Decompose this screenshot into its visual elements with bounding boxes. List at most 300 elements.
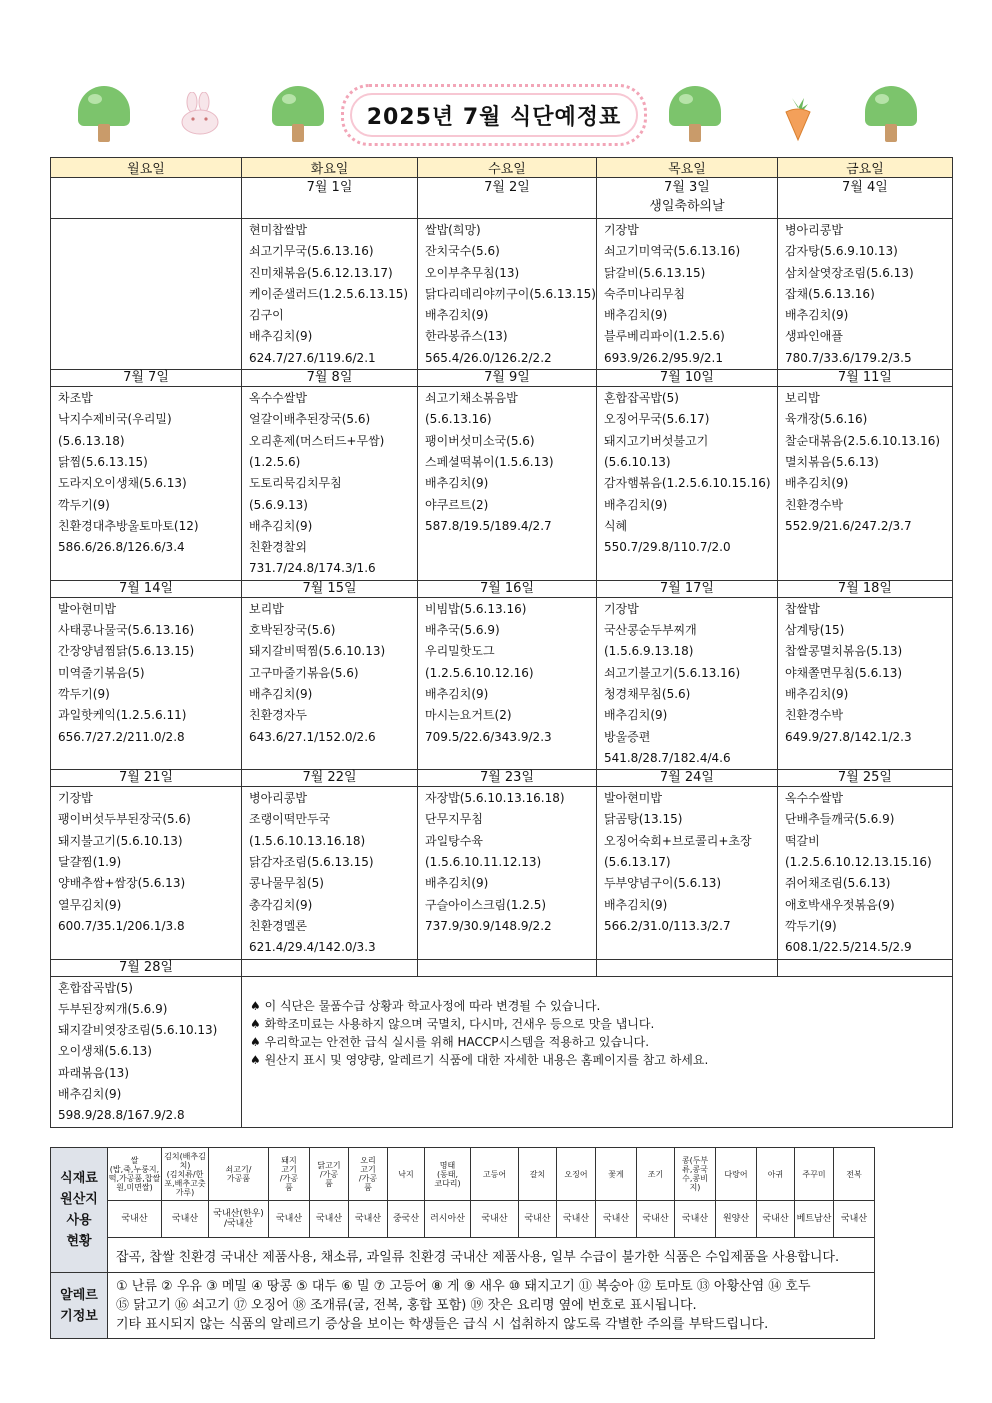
ingredient-cell: [596, 1148, 637, 1201]
ingredient-cell: [716, 1148, 757, 1201]
page-title: 2025년 7월 식단예정표: [350, 93, 638, 137]
empty-cell: [777, 959, 952, 976]
menu-item: 737.9/30.9/148.9/2.2: [425, 918, 552, 933]
origin-label: [51, 1148, 108, 1273]
menu-item: 스페셜떡볶이(1.5.6.13): [425, 454, 554, 469]
date-label: 7월 23일: [479, 770, 534, 786]
menu-item: 566.2/31.0/113.3/2.7: [603, 918, 731, 933]
menu-item: 우리밀핫도그: [425, 644, 495, 659]
date-cell: [51, 178, 242, 219]
menu-list: [778, 598, 952, 748]
origin-cell: [108, 1201, 162, 1238]
date-label: 7월 22일: [302, 770, 357, 786]
menu-list: [778, 387, 952, 537]
ingredient-text: 지): [689, 1183, 701, 1192]
info-table: [50, 1147, 875, 1339]
allergy-label-line: 알레르: [60, 1287, 98, 1303]
ingredient-text: (밥,죽,누룽지,떡,가공품,찹쌀원,미면쌀): [108, 1165, 161, 1192]
date-cell: [596, 770, 777, 787]
menu-item: 차조밥: [58, 391, 93, 406]
ingredient-cell: [834, 1148, 875, 1201]
menu-item: (1.5.6.9.13.18): [603, 644, 694, 659]
notice-item: ♠ 이 식단은 물품수급 상황과 학교사정에 따라 변경될 수 있습니다.: [250, 998, 601, 1013]
menu-item: (5.6.13.17): [603, 855, 671, 870]
menu-item: 배추김치(9): [249, 518, 313, 533]
origin-text: 국내산: [602, 1214, 630, 1224]
ingredient-cell: [162, 1148, 209, 1201]
date-row: [51, 370, 953, 387]
origin-cell: [675, 1201, 716, 1238]
origin-item-row: [51, 1148, 875, 1201]
menu-item: (1.5.6.10.11.12.13): [425, 855, 542, 870]
ingredient-text: /가공: [358, 1174, 378, 1183]
menu-row: [51, 597, 953, 769]
menu-item: 발아현미밥: [58, 601, 116, 616]
menu-item: 방울증편: [603, 729, 651, 744]
origin-cell: [757, 1201, 795, 1238]
origin-cell: [795, 1201, 834, 1238]
menu-item: 찹쌀밥: [784, 601, 820, 616]
menu-row: [51, 976, 953, 1127]
menu-item: 청경채무침(5.6): [603, 686, 691, 701]
menu-item: 돼지갈비떡찜(5.6.10.13): [249, 644, 386, 659]
menu-item: 식혜: [603, 518, 628, 533]
menu-item: 국산콩순두부찌개: [603, 623, 697, 638]
date-cell: [51, 959, 242, 976]
origin-cell: [716, 1201, 757, 1238]
ingredient-cell: [637, 1148, 675, 1201]
menu-item: 도토리묵김치무침: [249, 476, 342, 491]
ingredient-text: 코다리): [434, 1178, 461, 1188]
ingredient-cell: [757, 1148, 795, 1201]
date-cell: [418, 770, 597, 787]
menu-item: 잡채(5.6.13.16): [784, 286, 875, 301]
origin-text: 국내산: [171, 1214, 199, 1224]
origin-cell: [209, 1201, 269, 1238]
empty-cell: [596, 959, 777, 976]
ingredient-text: 조기: [647, 1169, 664, 1179]
menu-item: 쇠고기무국(5.6.13.16): [249, 244, 374, 259]
menu-list: [778, 219, 952, 369]
menu-item: 찹쌀콩멸치볶음(5.13): [784, 644, 903, 659]
date-label: 7월 11일: [837, 370, 892, 386]
date-row: [51, 178, 953, 219]
ingredient-text: 김치(배추김치): [164, 1151, 206, 1170]
date-label: 7월 9일: [484, 370, 530, 386]
ingredient-text: 가공품: [226, 1174, 251, 1183]
ingredient-cell: [209, 1148, 269, 1201]
origin-cell: [310, 1201, 349, 1238]
origin-label-line: 식재료: [60, 1171, 98, 1186]
origin-label-line: 원산지: [60, 1192, 98, 1207]
menu-item: 두부된장찌개(5.6.9): [58, 1001, 168, 1016]
menu-item: 693.9/26.2/95.9/2.1: [603, 350, 723, 365]
menu-item: 621.4/29.4/142.0/3.3: [249, 940, 376, 955]
allergy-line: ① 난류 ② 우유 ③ 메밀 ④ 땅콩 ⑤ 대두 ⑥ 밀 ⑦ 고등어 ⑧ 게 ⑨ 새우 ⑩ 돼지고기 ⑪ 복숭아 ⑫ 토마토 ⑬ 아황산염 ⑭ 호두: [116, 1279, 811, 1294]
menu-item: 565.4/26.0/126.2/2.2: [425, 350, 552, 365]
date-cell: [777, 370, 952, 387]
date-cell: [242, 370, 418, 387]
menu-item: 친환경수박: [784, 708, 843, 723]
ingredient-cell: [108, 1148, 162, 1201]
menu-item: 미역줄기볶음(5): [58, 665, 145, 680]
menu-list: [242, 219, 417, 369]
ingredient-text: 고기: [360, 1165, 376, 1174]
menu-list: [597, 598, 777, 769]
menu-item: 사태콩나물국(5.6.13.16): [58, 623, 195, 638]
ingredient-cell: [269, 1148, 310, 1201]
origin-text: 국내산: [762, 1214, 789, 1224]
date-cell: [51, 770, 242, 787]
menu-item: 과일탕수육: [425, 833, 483, 848]
menu-item: 깍두기(9): [58, 686, 110, 701]
menu-item: 찰순대볶음(2.5.6.10.13.16): [784, 433, 941, 448]
menu-item: 혼합잡곡밥(5): [58, 980, 133, 995]
origin-text: 국내산: [840, 1214, 868, 1224]
menu-cell: [418, 219, 597, 370]
menu-item: 731.7/24.8/174.3/1.6: [249, 561, 376, 576]
origin-cell: [519, 1201, 557, 1238]
origin-note-row: [51, 1238, 875, 1273]
menu-item: 팽이버섯미소국(5.6): [425, 433, 535, 448]
menu-item: 병아리콩밥: [249, 791, 307, 806]
menu-item: 두부양념구이(5.6.13): [603, 876, 722, 891]
allergy-line: ⑮ 닭고기 ⑯ 쇠고기 ⑰ 오징어 ⑱ 조개류(굴, 전복, 홍합 포함) ⑲ 잣은 요리명 옆에 번호로 표시됩니다.: [116, 1298, 697, 1313]
ingredient-text: 오징어: [564, 1169, 588, 1179]
menu-item: 떡갈비: [784, 833, 820, 848]
date-cell: [596, 178, 777, 219]
notice-item: ♠ 화학조미료는 사용하지 않으며 국멸치, 다시마, 건새우 등으로 맛을 냅니다.: [250, 1016, 655, 1031]
menu-item: 친환경찰외: [249, 540, 307, 555]
tree-icon: [78, 86, 130, 144]
menu-item: 624.7/27.6/119.6/2.1: [249, 350, 376, 365]
ingredient-text: 류,콩국: [682, 1165, 708, 1174]
menu-item: 643.6/27.1/152.0/2.6: [249, 729, 376, 744]
menu-cell: [596, 387, 777, 581]
menu-cell: [777, 219, 952, 370]
menu-item: 콩나물무침(5): [249, 876, 324, 891]
menu-cell: [51, 387, 242, 581]
date-label: 7월 17일: [659, 580, 714, 596]
menu-item: 쌀밥(희망): [425, 223, 481, 237]
menu-item: 감자햄볶음(1.2.5.6.10.15.16): [603, 476, 771, 491]
origin-cell: [162, 1201, 209, 1238]
ingredient-text: /가공: [319, 1169, 339, 1179]
menu-item: 조랭이떡만두국: [249, 812, 331, 827]
menu-item: 기장밥: [58, 791, 93, 806]
origin-text: 원양산: [722, 1214, 750, 1224]
menu-item: 배추김치(9): [425, 308, 489, 323]
menu-item: 돼지갈비엿장조림(5.6.10.13): [58, 1023, 218, 1038]
menu-item: 블루베리파이(1.2.5.6): [603, 329, 725, 344]
menu-cell: [418, 597, 597, 769]
menu-item: 780.7/33.6/179.2/3.5: [784, 350, 912, 365]
origin-cell: [349, 1201, 388, 1238]
menu-item: 단배추들깨국(5.6.9): [784, 812, 895, 827]
ingredient-cell: [471, 1148, 519, 1201]
origin-label-line: 사용: [66, 1213, 92, 1228]
origin-value-row: [51, 1201, 875, 1238]
menu-item: 587.8/19.5/189.4/2.7: [425, 518, 552, 533]
menu-item: 닭다리데리야끼구이(5.6.13.15): [425, 286, 596, 301]
menu-item: (5.6.9.13): [249, 497, 308, 512]
menu-item: 병아리콩밥: [784, 223, 843, 237]
menu-item: 비빔밥(5.6.13.16): [425, 601, 527, 616]
ingredient-text: /가공: [279, 1174, 299, 1183]
ingredient-cell: [349, 1148, 388, 1201]
tree-icon: [272, 86, 324, 144]
menu-item: 잔치국수(5.6): [425, 244, 500, 259]
date-label: 7월 28일: [118, 959, 174, 975]
weekday-header: 금요일: [777, 158, 952, 178]
menu-item: 600.7/35.1/206.1/3.8: [58, 918, 185, 933]
menu-item: 배추국(5.6.9): [425, 623, 500, 638]
menu-item: 닭찜(5.6.13.15): [58, 454, 148, 469]
date-label: 7월 21일: [118, 770, 174, 786]
menu-item: 배추김치(9): [784, 686, 849, 701]
menu-item: 친환경대추방울토마토(12): [58, 518, 199, 533]
origin-text: 국내산: [121, 1214, 148, 1224]
menu-item: 열무김치(9): [58, 897, 122, 912]
ingredient-cell: [425, 1148, 471, 1201]
menu-item: (1.2.5.6.10.12.16): [425, 665, 534, 680]
date-label: 7월 2일: [484, 180, 530, 195]
origin-cell: [557, 1201, 596, 1238]
menu-item: 배추김치(9): [603, 708, 668, 723]
menu-item: 감자탕(5.6.9.10.13): [784, 244, 898, 259]
menu-cell: [418, 387, 597, 581]
menu-item: 배추김치(9): [425, 476, 489, 491]
menu-list: [51, 787, 241, 937]
date-cell: [777, 580, 952, 597]
menu-list: [597, 387, 777, 558]
menu-cell: [242, 597, 418, 769]
menu-item: 과일핫케익(1.2.5.6.11): [58, 708, 187, 723]
menu-cell: [596, 219, 777, 370]
date-label: 7월 14일: [118, 580, 174, 596]
menu-item: 도라지오이생채(5.6.13): [58, 476, 187, 491]
date-cell: [596, 580, 777, 597]
menu-item: 오이부추무침(13): [425, 265, 520, 280]
menu-list: [242, 598, 417, 748]
menu-item: 마시는요거트(2): [425, 708, 512, 723]
date-cell: [418, 178, 597, 219]
weekday-header-row: [51, 158, 953, 178]
allergy-info: [108, 1273, 875, 1339]
menu-list: [778, 787, 952, 958]
ingredient-text: 돼지: [281, 1156, 297, 1165]
date-cell: [51, 370, 242, 387]
ingredient-cell: [519, 1148, 557, 1201]
origin-text: 국내산: [524, 1214, 551, 1224]
origin-text: 국내산: [481, 1214, 508, 1224]
notice-list: [242, 977, 952, 1069]
origin-text: 국내산: [354, 1214, 382, 1224]
menu-item: 550.7/29.8/110.7/2.0: [603, 540, 731, 555]
ingredient-cell: [388, 1148, 425, 1201]
origin-cell: [834, 1201, 875, 1238]
notice-item: ♠ 우리학교는 안전한 급식 실시를 위해 HACCP시스템을 적용하고 있습니다.: [250, 1034, 650, 1049]
ingredient-text: 다랑어: [724, 1169, 748, 1179]
menu-cell: [51, 219, 242, 370]
origin-text: 국내산: [681, 1214, 709, 1224]
menu-item: 쇠고기불고기(5.6.13.16): [603, 665, 741, 680]
menu-cell: [777, 787, 952, 959]
menu-item: 오징어숙회+브로콜리+초장: [603, 833, 752, 848]
menu-row: [51, 387, 953, 581]
origin-cell: [388, 1201, 425, 1238]
ingredient-cell: [795, 1148, 834, 1201]
menu-item: 배추김치(9): [603, 897, 668, 912]
menu-item: 현미찹쌀밥: [249, 223, 307, 237]
date-label: 7월 16일: [479, 580, 534, 596]
menu-item: 팽이버섯두부된장국(5.6): [58, 812, 191, 827]
date-label: 7월 15일: [302, 580, 357, 596]
menu-item: 656.7/27.2/211.0/2.8: [58, 729, 185, 744]
date-row: [51, 580, 953, 597]
menu-item: 친환경자두: [249, 708, 307, 723]
menu-item: 친환경수박: [784, 497, 843, 512]
ingredient-text: 고등어: [482, 1169, 507, 1179]
date-label: 7월 7일: [123, 370, 169, 386]
weekday-header: 화요일: [242, 158, 418, 178]
menu-item: 단무지무침: [425, 812, 483, 827]
menu-list: [51, 977, 241, 1127]
menu-cell: [242, 219, 418, 370]
ingredient-text: 고기: [281, 1165, 297, 1174]
menu-item: 오이생채(5.6.13): [58, 1044, 152, 1059]
allergy-row: [51, 1273, 875, 1339]
date-label: 7월 1일: [306, 180, 353, 195]
menu-item: 야쿠르트(2): [425, 497, 489, 512]
ingredient-text: 전복: [846, 1169, 862, 1179]
allergy-label: [51, 1273, 108, 1339]
menu-item: 닭감자조림(5.6.13.15): [249, 855, 374, 870]
ingredient-text: 품: [285, 1183, 293, 1192]
origin-cell: [269, 1201, 310, 1238]
menu-item: 멸치볶음(5.6.13): [784, 454, 879, 469]
menu-item: (1.2.5.6.10.12.13.15.16): [784, 855, 932, 870]
menu-list: [242, 387, 417, 580]
menu-item: 자장밥(5.6.10.13.16.18): [425, 791, 565, 806]
date-label: 7월 25일: [837, 770, 892, 786]
menu-item: 배추김치(9): [58, 1086, 122, 1101]
menu-item: 케이준샐러드(1.2.5.6.13.15): [249, 286, 409, 301]
menu-item: 586.6/26.8/126.6/3.4: [58, 540, 185, 555]
menu-item: 삼계탕(15): [784, 623, 845, 638]
date-label: 7월 24일: [659, 770, 714, 786]
menu-item: 낙지수제비국(우리밀): [58, 412, 172, 427]
ingredient-cell: [310, 1148, 349, 1201]
menu-cell: [242, 387, 418, 581]
date-cell: [242, 580, 418, 597]
menu-item: 진미채볶음(5.6.12.13.17): [249, 265, 393, 280]
menu-item: 배추김치(9): [784, 476, 849, 491]
menu-list: [418, 787, 596, 937]
menu-item: 삼치살엿장조림(5.6.13): [784, 265, 914, 280]
date-row: [51, 770, 953, 787]
menu-item: 옥수수쌀밥: [249, 391, 307, 406]
menu-item: 닭곰탕(13.15): [603, 812, 683, 827]
date-label: 7월 3일: [664, 180, 710, 195]
menu-item: 돼지불고기(5.6.10.13): [58, 833, 183, 848]
ingredient-text: 쇠고기/: [225, 1165, 252, 1174]
menu-list: [51, 598, 241, 748]
origin-text: 중국산: [392, 1214, 420, 1224]
origin-text: 베트남산: [796, 1214, 832, 1224]
menu-cell: [596, 597, 777, 769]
tree-icon: [669, 86, 721, 144]
menu-item: 야채쫄면무침(5.6.13): [784, 665, 903, 680]
menu-item: 구슬아이스크림(1.2.5): [425, 897, 547, 912]
ingredient-text: 아귀: [767, 1169, 784, 1179]
date-cell: [418, 580, 597, 597]
carrot-icon: [778, 94, 818, 142]
menu-item: 육개장(5.6.16): [784, 412, 868, 427]
menu-item: 649.9/27.8/142.1/2.3: [784, 729, 912, 744]
date-cell: [51, 580, 242, 597]
date-label: 7월 4일: [842, 180, 888, 195]
menu-item: 혼합잡곡밥(5): [603, 391, 679, 406]
menu-item: 양배추쌈+쌈장(5.6.13): [58, 876, 186, 891]
menu-item: 배추김치(9): [425, 876, 489, 891]
origin-cell: [637, 1201, 675, 1238]
menu-cell: [242, 787, 418, 959]
origin-label-line: 현황: [66, 1234, 92, 1249]
origin-text: 국내산: [642, 1214, 669, 1224]
date-cell: [418, 370, 597, 387]
menu-row: [51, 219, 953, 370]
tree-icon: [865, 86, 917, 144]
notice-item: ♠ 원산지 표시 및 영양량, 알레르기 식품에 대한 자세한 내용은 홈페이지를 참고 하세요.: [250, 1052, 709, 1067]
allergy-line: 기타 표시되지 않는 식품의 알레르기 증상을 보이는 학생들은 급식 시 섭취하지 않도록 각별한 주의를 부탁드립니다.: [116, 1317, 769, 1332]
menu-list: [51, 219, 241, 220]
menu-list: [51, 387, 241, 558]
ingredient-text: 꽃게: [608, 1169, 624, 1179]
menu-item: 친환경멜론: [249, 918, 307, 933]
menu-item: 애호박새우젓볶음(9): [784, 897, 895, 912]
ingredient-text: 쌀: [130, 1156, 139, 1165]
allergy-label-line: 기정보: [60, 1308, 98, 1324]
menu-item: 간장양념찜닭(5.6.13.15): [58, 644, 195, 659]
menu-item: 얼갈이배추된장국(5.6): [249, 412, 371, 427]
menu-item: 배추김치(9): [249, 686, 313, 701]
weekday-header: 수요일: [418, 158, 597, 178]
menu-list: [418, 598, 596, 748]
menu-cell: [51, 787, 242, 959]
menu-item: 배추김치(9): [603, 497, 668, 512]
ingredient-text: (동태,: [436, 1169, 459, 1179]
origin-text: /국내산: [223, 1219, 254, 1229]
date-cell: [777, 178, 952, 219]
weekday-header: 목요일: [596, 158, 777, 178]
menu-item: 호박된장국(5.6): [249, 623, 336, 638]
page-header: [0, 78, 992, 150]
menu-item: 기장밥: [603, 601, 639, 616]
menu-item: (5.6.13.18): [58, 433, 125, 448]
menu-list: [418, 219, 596, 369]
menu-item: 한라봉쥬스(13): [425, 329, 508, 344]
menu-item: 발아현미밥: [603, 791, 662, 806]
menu-item: 돼지고기버섯불고기: [603, 433, 709, 448]
menu-cell: [51, 597, 242, 769]
menu-list: [242, 787, 417, 958]
origin-text: 러시아산: [430, 1214, 465, 1224]
menu-item: 총각김치(9): [249, 897, 313, 912]
ingredient-text: 닭고기: [317, 1160, 341, 1170]
menu-item: 닭갈비(5.6.13.15): [603, 265, 706, 280]
menu-item: 709.5/22.6/343.9/2.3: [425, 729, 552, 744]
